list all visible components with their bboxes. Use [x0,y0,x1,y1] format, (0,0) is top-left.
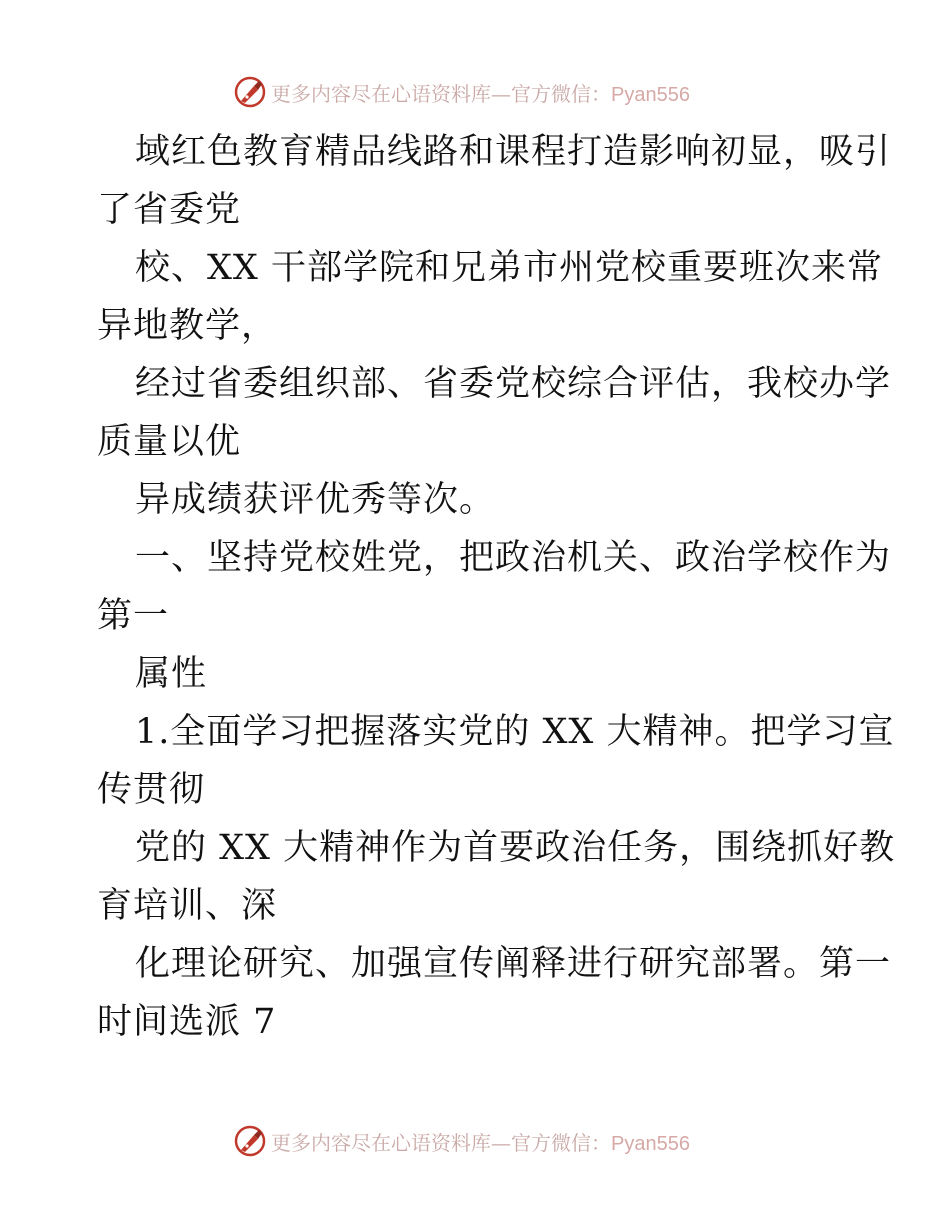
text-line: 异成绩获评优秀等次。 [135,480,496,520]
text-line: 异地教学， [97,306,278,346]
text-line: 党的 XX 大精神作为首要政治任务，围绕抓好教 [135,828,896,868]
text-line: 育培训、深 [97,886,278,926]
header-watermark [233,72,690,112]
text-line: 域红色教育精品线路和课程打造影响初显，吸引 [135,132,892,172]
header-watermark-text: 更多内容尽在心语资料库—官方微信：Pyan556 [271,81,690,106]
text-line: 传贯彻 [97,770,206,810]
text-line: 了省委党 [97,190,242,230]
text-line: 校、XX 干部学院和兄弟市州党校重要班次来常 [135,248,883,288]
footer-watermark-text: 更多内容尽在心语资料库—官方微信：Pyan556 [271,1130,690,1155]
footer-watermark [233,1121,690,1161]
text-line: 1.全面学习把握落实党的 XX 大精神。把学习宣 [135,712,895,752]
text-line: 第一 [97,596,170,636]
pen-nib-logo-icon [233,75,267,109]
text-line: 时间选派 7 [97,1002,277,1042]
document-body [97,123,896,1051]
pen-nib-logo-icon [233,1124,267,1158]
text-line: 属性 [135,654,208,694]
text-line: 一、坚持党校姓党，把政治机关、政治学校作为 [135,538,892,578]
text-line: 质量以优 [97,422,242,462]
text-line: 化理论研究、加强宣传阐释进行研究部署。第一 [135,944,892,984]
text-line: 经过省委组织部、省委党校综合评估，我校办学 [135,364,892,404]
